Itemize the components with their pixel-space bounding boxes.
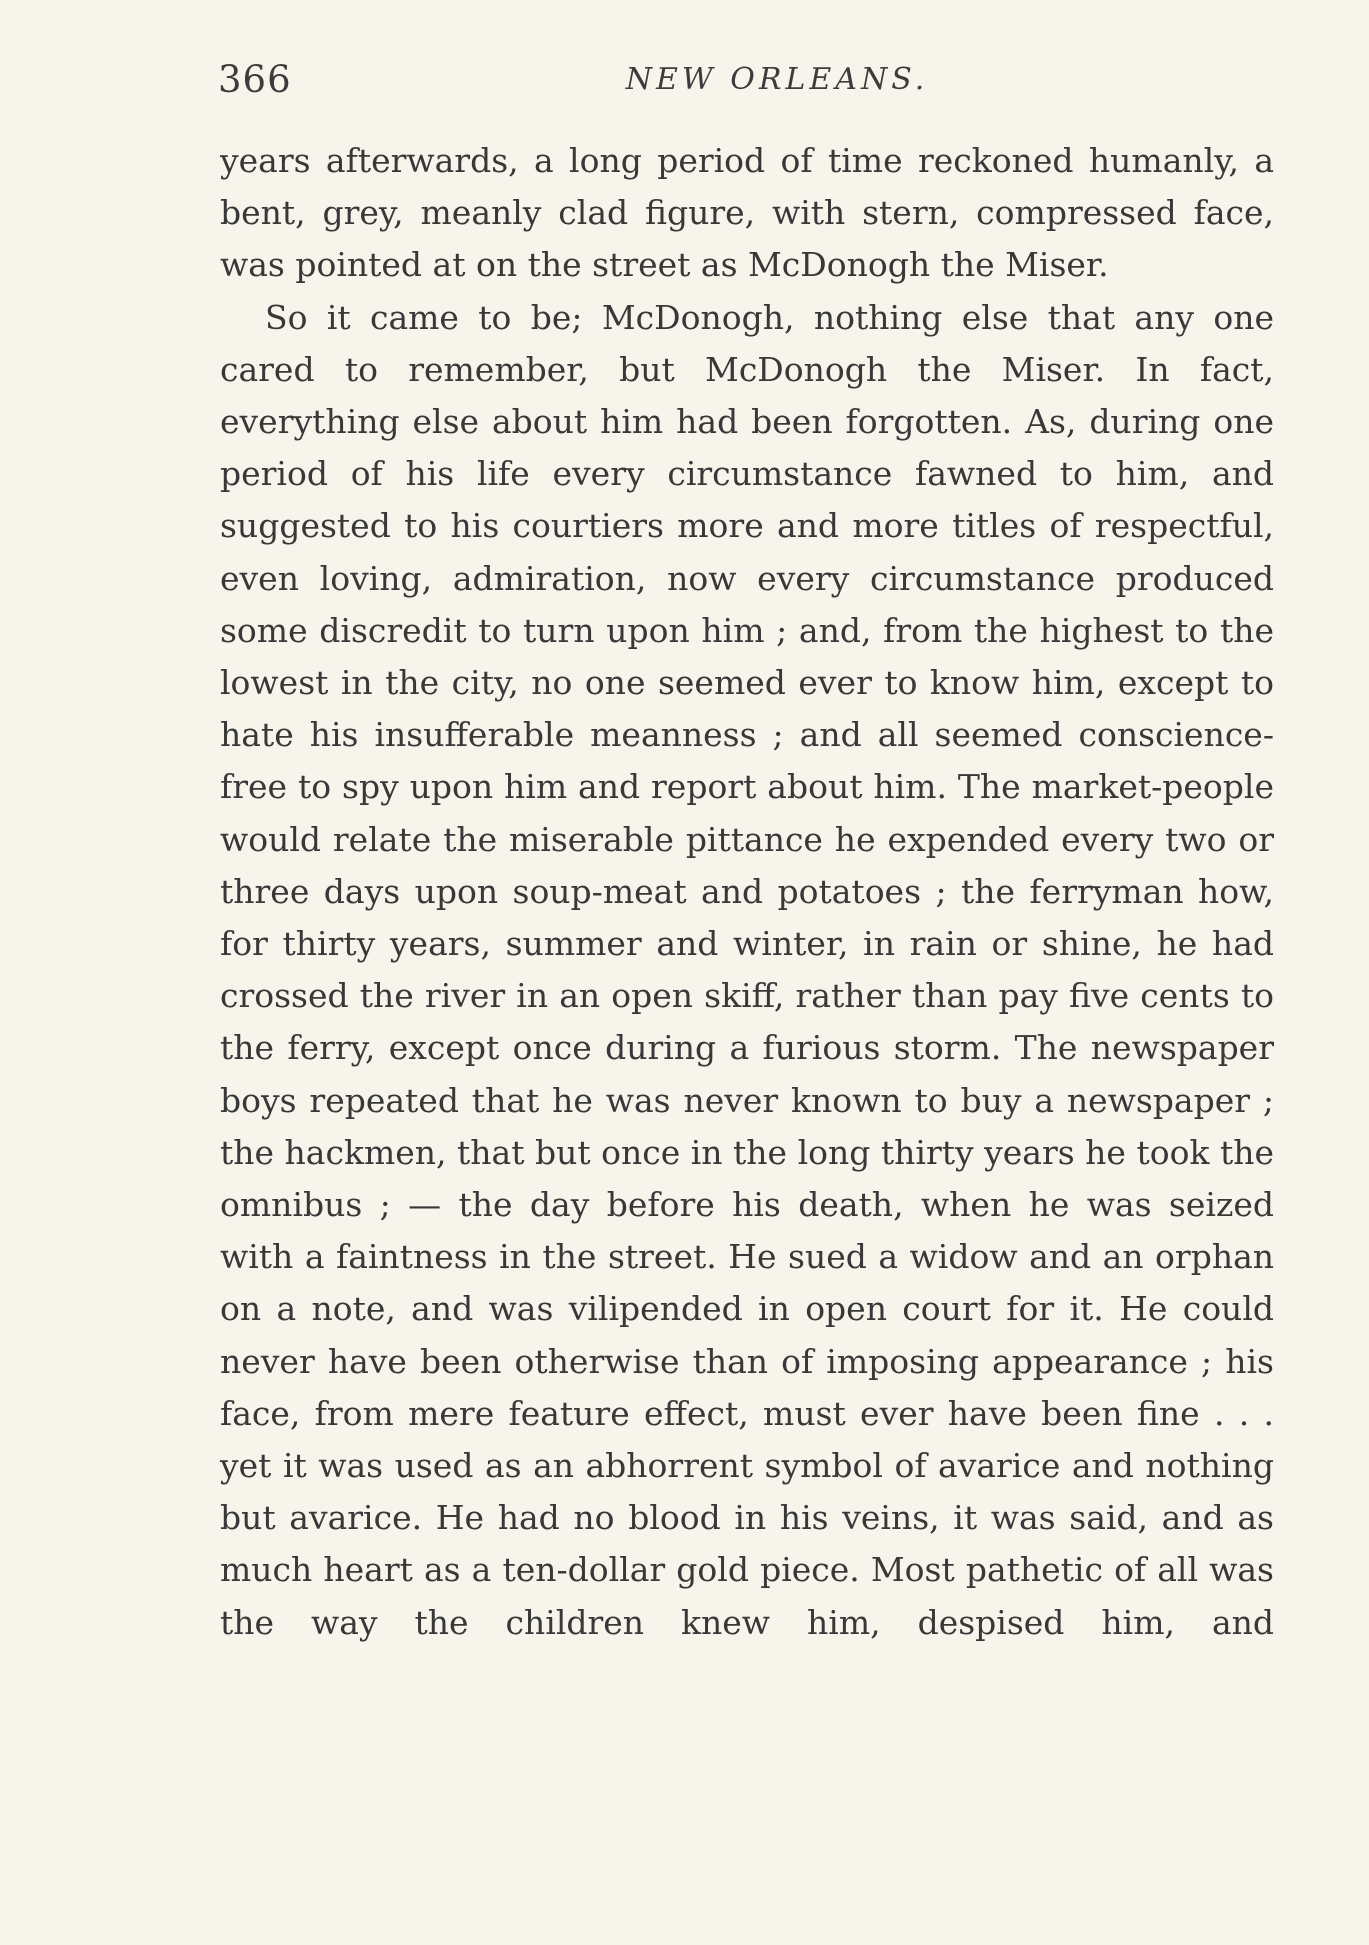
page-header <box>218 58 1280 108</box>
paragraph-continuation: years afterwards, a long period of time reckoned humanly, a bent, grey, meanly clad figure, with stern, compressed face, was pointed at on the street as McDonogh the Miser. <box>220 141 1274 285</box>
paragraph-mcdonogh-the-miser: So it came to be; McDonogh, nothing else that any one cared to remember, but McDonogh the Miser. In fact, everything else about him had been forgotten. As, during one period of his life every circumstance fawned to him, and suggested to his courtiers more and more titles of respectful, even loving, admiration, now every circumstance produced some discredit to turn upon him ; and, from the highest to the lowest in the city, no one seemed ever to know him, except to hate his insufferable meanness ; and all seemed conscience-free to spy upon him and report about him. The market-people would relate the miserable pittance he expended every two or three days upon soup-meat and potatoes ; the ferryman how, for thirty years, summer and winter, in rain or shine, he had crossed the river in an open skiff, rather than pay five cents to the ferry, except once during a furious storm. The newspaper boys repeated that he was never known to buy a newspaper ; the hackmen, that but once in the long thirty years he took the omnibus ; — the day before his death, when he was seized with a faintness in the street. He sued a widow and an orphan on a note, and was vilipended in open court for it. He could never have been otherwise than of imposing appearance ; his face, from mere feature effect, must ever have been fine . . . yet it was used as an abhorrent symbol of avarice and nothing but avarice. He had no blood in his veins, it was said, and as much heart as a ten-dollar gold piece. Most pathetic of all was the way the children knew him, despised him, and <box>220 297 1274 1642</box>
body-text <box>220 135 1274 1649</box>
running-head: NEW ORLEANS. <box>625 62 929 97</box>
page-number: 366 <box>218 58 292 101</box>
